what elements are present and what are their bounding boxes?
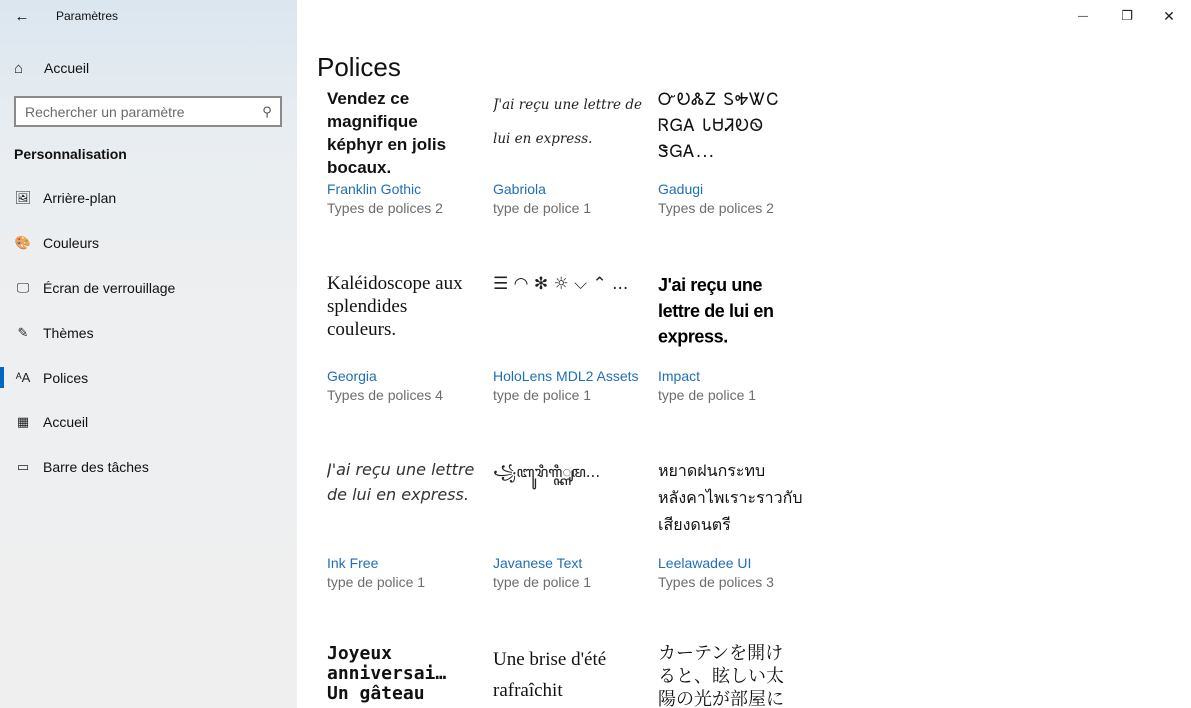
font-type: type de police 1 — [493, 574, 592, 590]
font-preview: ☰ ◠ ✻ ☼ ⌵ ⌃ ... — [493, 274, 629, 294]
search-box[interactable] — [14, 96, 282, 127]
font-name: Georgia — [327, 368, 377, 384]
font-type: Types de polices 2 — [327, 200, 443, 216]
font-preview: カーテンを開けると、眩しい太陽の光が部屋に — [658, 643, 784, 708]
restore-button[interactable] — [1104, 0, 1150, 32]
font-preview: ꧁ꦧꦸꦫꦶꦒꦶ꧀ꦏꦸꦩ... — [493, 463, 601, 481]
font-type: Types de polices 3 — [658, 574, 774, 590]
themes-icon: ✎ — [17, 324, 29, 340]
restore-icon: ❐ — [1121, 8, 1133, 23]
minimize-icon: — — [1078, 10, 1088, 22]
font-name: Leelawadee UI — [658, 555, 752, 571]
font-tile-impact[interactable] — [658, 272, 818, 407]
nav-home[interactable] — [0, 52, 297, 84]
font-preview: Une brise d'été rafraîchit — [493, 649, 607, 701]
font-tile-monospace[interactable] — [327, 644, 487, 708]
font-type: type de police 1 — [493, 200, 592, 216]
sidebar-item-lock-screen[interactable] — [0, 266, 297, 311]
taskbar-icon: ▭ — [16, 459, 30, 475]
close-icon: ✕ — [1163, 7, 1175, 24]
font-type: type de police 1 — [327, 574, 426, 590]
font-name: Impact — [658, 368, 701, 384]
font-type: Types de polices 4 — [327, 387, 443, 403]
start-menu-icon: ▦ — [16, 414, 30, 430]
font-tile-japanese[interactable] — [658, 642, 818, 708]
font-name: HoloLens MDL2 Assets — [493, 368, 639, 384]
search-input[interactable]: Rechercher un paramètre — [25, 103, 185, 120]
search-icon[interactable]: ⚲ — [262, 103, 272, 119]
font-preview: ᏅᎧᏜᏃ ᏚᎭᏔᏟ ᏒᏀᎪ ᏓᏌᏘᎧᏫ ᏕᏀᎪ... — [658, 90, 780, 162]
font-preview: Vendez ce magnifique képhyr en jolis bocaux. — [327, 89, 447, 177]
minimize-button[interactable] — [1060, 0, 1106, 32]
sidebar-item-label: Barre des tâches — [43, 459, 149, 476]
font-tile-leelawadee-ui[interactable] — [658, 457, 818, 592]
font-tile-georgia[interactable] — [327, 272, 487, 407]
app-title: Paramètres — [56, 9, 119, 23]
font-tile-hololens-mdl2-assets[interactable] — [493, 272, 653, 407]
font-name: Franklin Gothic — [327, 181, 422, 197]
navigation-pane — [0, 0, 297, 708]
nav-home-label: Accueil — [44, 60, 90, 76]
font-preview: Joyeux anniversai… Un gâteau — [327, 644, 447, 704]
sidebar-item-taskbar[interactable] — [0, 445, 297, 490]
sidebar-item-label: Arrière-plan — [43, 190, 117, 207]
back-arrow-icon: ← — [14, 7, 30, 25]
sidebar-item-label: Couleurs — [43, 235, 100, 252]
font-preview: Kaléidoscope aux splendides couleurs. — [327, 273, 463, 340]
close-button[interactable] — [1146, 0, 1191, 32]
font-name: Ink Free — [327, 555, 379, 571]
font-type: type de police 1 — [658, 387, 757, 403]
font-tile-gabriola[interactable] — [493, 87, 653, 222]
sidebar-item-label: Écran de verrouillage — [43, 279, 176, 296]
sidebar-item-themes[interactable] — [0, 310, 297, 355]
title-bar — [0, 0, 297, 32]
sidebar-item-background[interactable] — [0, 176, 297, 221]
font-preview: J'ai reçu une lettre de lui en express. — [493, 97, 642, 147]
sidebar-item-start[interactable] — [0, 400, 297, 445]
font-type: Types de polices 2 — [658, 200, 774, 216]
lock-screen-icon: 🖵 — [16, 279, 30, 295]
font-preview: J'ai reçu une lettre de lui en express. — [658, 274, 774, 347]
sidebar-item-label: Polices — [43, 369, 89, 386]
font-tile-serif[interactable] — [493, 644, 653, 708]
fonts-icon: ᴬA — [15, 370, 31, 386]
font-preview: หยาดฝนกระทบหลังคาไพเราะราวกับเสียงดนตรี — [658, 461, 803, 534]
nav-list — [0, 176, 297, 490]
palette-icon: 🎨 — [14, 235, 32, 251]
page-title: Polices — [317, 52, 401, 82]
font-name: Gadugi — [658, 181, 704, 197]
font-type: type de police 1 — [493, 387, 592, 403]
sidebar-item-label: Accueil — [43, 414, 89, 431]
font-tile-javanese-text[interactable] — [493, 457, 653, 592]
font-preview: J'ai reçu une lettre de lui en express. — [327, 460, 475, 504]
sidebar-item-label: Thèmes — [43, 324, 94, 341]
sidebar-item-fonts[interactable] — [0, 355, 297, 400]
font-name: Gabriola — [493, 181, 546, 197]
picture-icon: 🖼 — [14, 190, 32, 206]
section-title: Personnalisation — [14, 146, 127, 162]
font-tile-gadugi[interactable] — [658, 87, 818, 222]
font-tile-franklin-gothic[interactable] — [327, 87, 487, 222]
font-name: Javanese Text — [493, 555, 583, 571]
back-button[interactable] — [0, 0, 44, 32]
home-icon: ⌂ — [14, 59, 24, 77]
sidebar-item-colors[interactable] — [0, 221, 297, 266]
font-tile-ink-free[interactable] — [327, 457, 487, 592]
